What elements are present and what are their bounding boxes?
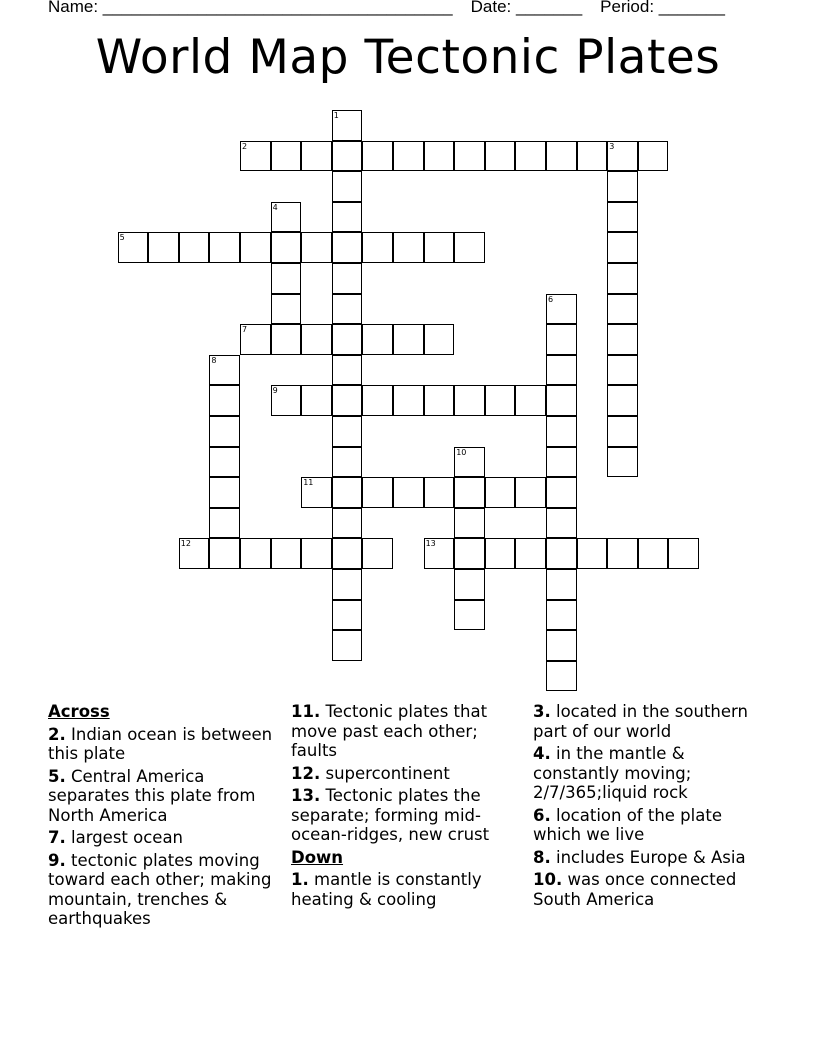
grid-cell[interactable] xyxy=(332,600,363,631)
grid-cell[interactable] xyxy=(454,141,485,172)
grid-cell[interactable] xyxy=(332,141,363,172)
clue-text: includes Europe & Asia xyxy=(556,847,746,867)
grid-cell[interactable] xyxy=(209,447,240,478)
grid-cell[interactable] xyxy=(332,263,363,294)
grid-cell[interactable] xyxy=(332,171,363,202)
grid-cell[interactable] xyxy=(454,385,485,416)
grid-cell[interactable] xyxy=(209,232,240,263)
clue-text: in the mantle & constantly moving; 2/7/365;liquid rock xyxy=(533,744,692,802)
clue-down-6 xyxy=(533,806,773,845)
grid-cell[interactable] xyxy=(607,355,638,386)
grid-cell[interactable] xyxy=(393,232,424,263)
grid-cell[interactable] xyxy=(424,232,455,263)
clue-number: 10. xyxy=(533,870,563,889)
grid-cell[interactable] xyxy=(515,385,546,416)
grid-cell[interactable] xyxy=(362,385,393,416)
grid-cell[interactable] xyxy=(546,141,577,172)
clue-down-1 xyxy=(291,870,519,909)
grid-cell[interactable] xyxy=(454,477,485,508)
grid-cell[interactable] xyxy=(332,569,363,600)
student-info-line xyxy=(48,0,743,17)
grid-cell[interactable] xyxy=(485,141,516,172)
cell-number: 7 xyxy=(242,325,248,335)
clue-number: 7. xyxy=(48,828,66,847)
grid-cell[interactable] xyxy=(577,538,608,569)
clues-column-3 xyxy=(533,702,773,912)
grid-cell[interactable] xyxy=(485,538,516,569)
grid-cell[interactable] xyxy=(454,538,485,569)
cell-number: 6 xyxy=(548,294,554,304)
grid-cell[interactable] xyxy=(607,202,638,233)
grid-cell[interactable] xyxy=(271,263,302,294)
grid-cell[interactable] xyxy=(424,538,455,569)
grid-cell[interactable] xyxy=(362,477,393,508)
grid-cell[interactable] xyxy=(393,385,424,416)
grid-cell[interactable] xyxy=(332,110,363,141)
cell-number: 5 xyxy=(119,233,125,243)
grid-cell[interactable] xyxy=(332,630,363,661)
grid-cell[interactable] xyxy=(546,508,577,539)
grid-cell[interactable] xyxy=(424,324,455,355)
clue-number: 12. xyxy=(291,763,321,783)
grid-cell[interactable] xyxy=(332,477,363,508)
cell-number: 2 xyxy=(242,141,248,151)
clue-across-11 xyxy=(291,702,519,761)
clue-number: 4. xyxy=(533,744,551,763)
across-heading: Across xyxy=(48,702,110,721)
grid-cell[interactable] xyxy=(577,141,608,172)
clue-number: 9. xyxy=(48,850,66,870)
grid-cell[interactable] xyxy=(271,324,302,355)
grid-cell[interactable] xyxy=(546,569,577,600)
grid-cell[interactable] xyxy=(424,141,455,172)
grid-cell[interactable] xyxy=(332,385,363,416)
grid-cell[interactable] xyxy=(607,141,638,172)
grid-cell[interactable] xyxy=(209,416,240,447)
grid-cell[interactable] xyxy=(454,600,485,631)
grid-cell[interactable] xyxy=(332,416,363,447)
clue-down-8 xyxy=(533,848,773,868)
grid-cell[interactable] xyxy=(607,263,638,294)
grid-cell[interactable] xyxy=(638,538,669,569)
grid-cell[interactable] xyxy=(362,141,393,172)
page-title: World Map Tectonic Plates xyxy=(95,30,721,85)
grid-cell[interactable] xyxy=(301,232,332,263)
grid-cell[interactable] xyxy=(332,538,363,569)
grid-cell[interactable] xyxy=(209,385,240,416)
clue-text: Tectonic plates the separate; forming mid-ocean-ridges, new crust xyxy=(291,786,490,844)
clue-text: mantle is constantly heating & cooling xyxy=(291,870,482,909)
grid-cell[interactable] xyxy=(179,538,210,569)
clue-across-2 xyxy=(48,725,280,764)
grid-cell[interactable] xyxy=(148,232,179,263)
grid-cell[interactable] xyxy=(332,294,363,325)
grid-cell[interactable] xyxy=(362,232,393,263)
grid-cell[interactable] xyxy=(118,232,149,263)
clue-text: Indian ocean is between this plate xyxy=(48,724,273,763)
date-field[interactable]: Date: _______ xyxy=(470,0,583,16)
grid-cell[interactable] xyxy=(546,294,577,325)
cell-number: 12 xyxy=(180,539,191,549)
grid-cell[interactable] xyxy=(301,385,332,416)
grid-cell[interactable] xyxy=(240,324,271,355)
grid-cell[interactable] xyxy=(393,324,424,355)
grid-cell[interactable] xyxy=(271,385,302,416)
grid-cell[interactable] xyxy=(515,477,546,508)
grid-cell[interactable] xyxy=(240,538,271,569)
grid-cell[interactable] xyxy=(668,538,699,569)
cell-number: 13 xyxy=(425,539,436,549)
grid-cell[interactable] xyxy=(301,477,332,508)
name-field[interactable]: Name: _____________________________________ xyxy=(48,0,453,16)
grid-cell[interactable] xyxy=(271,232,302,263)
grid-cell[interactable] xyxy=(546,324,577,355)
grid-cell[interactable] xyxy=(607,232,638,263)
grid-cell[interactable] xyxy=(546,355,577,386)
clue-text: supercontinent xyxy=(325,763,450,783)
clue-text: Tectonic plates that move past each other; faults xyxy=(291,702,488,760)
clue-number: 3. xyxy=(533,702,551,721)
grid-cell[interactable] xyxy=(638,141,669,172)
clue-text: largest ocean xyxy=(71,828,184,847)
cell-number: 9 xyxy=(272,386,278,396)
grid-cell[interactable] xyxy=(515,538,546,569)
grid-cell[interactable] xyxy=(454,447,485,478)
grid-cell[interactable] xyxy=(607,171,638,202)
clue-across-9 xyxy=(48,851,280,929)
grid-cell[interactable] xyxy=(607,416,638,447)
cell-number: 8 xyxy=(211,355,217,365)
grid-cell[interactable] xyxy=(546,477,577,508)
grid-cell[interactable] xyxy=(271,141,302,172)
grid-cell[interactable] xyxy=(546,416,577,447)
clue-number: 6. xyxy=(533,805,551,825)
grid-cell[interactable] xyxy=(240,232,271,263)
cell-number: 3 xyxy=(609,141,615,151)
grid-cell[interactable] xyxy=(332,232,363,263)
period-field[interactable]: Period: _______ xyxy=(600,0,725,16)
grid-cell[interactable] xyxy=(362,538,393,569)
grid-cell[interactable] xyxy=(209,538,240,569)
cell-number: 10 xyxy=(456,447,467,457)
grid-cell[interactable] xyxy=(546,447,577,478)
grid-cell[interactable] xyxy=(546,385,577,416)
clue-text: location of the plate which we live xyxy=(533,805,722,844)
grid-cell[interactable] xyxy=(271,538,302,569)
grid-cell[interactable] xyxy=(301,324,332,355)
clue-number: 1. xyxy=(291,870,309,889)
clue-down-10 xyxy=(533,870,773,909)
clue-across-12 xyxy=(291,764,519,784)
grid-cell[interactable] xyxy=(332,202,363,233)
grid-cell[interactable] xyxy=(393,477,424,508)
clue-across-13 xyxy=(291,786,519,845)
grid-cell[interactable] xyxy=(332,508,363,539)
grid-cell[interactable] xyxy=(332,447,363,478)
clue-number: 8. xyxy=(533,847,551,867)
down-heading: Down xyxy=(291,847,344,867)
grid-cell[interactable] xyxy=(424,477,455,508)
cell-number: 1 xyxy=(333,111,339,120)
grid-cell[interactable] xyxy=(179,232,210,263)
grid-cell[interactable] xyxy=(607,538,638,569)
grid-cell[interactable] xyxy=(362,324,393,355)
clue-number: 5. xyxy=(48,766,66,786)
grid-cell[interactable] xyxy=(546,630,577,661)
grid-cell[interactable] xyxy=(607,447,638,478)
clue-number: 11. xyxy=(291,702,321,721)
grid-cell[interactable] xyxy=(515,141,546,172)
grid-cell[interactable] xyxy=(485,385,516,416)
clue-down-4 xyxy=(533,744,773,803)
clue-across-5 xyxy=(48,767,280,826)
grid-cell[interactable] xyxy=(301,538,332,569)
grid-cell[interactable] xyxy=(393,141,424,172)
clue-text: was once connected South America xyxy=(533,870,737,909)
clue-down-3 xyxy=(533,702,773,741)
clue-number: 2. xyxy=(48,724,66,744)
grid-cell[interactable] xyxy=(454,232,485,263)
grid-cell[interactable] xyxy=(546,600,577,631)
grid-cell[interactable] xyxy=(454,508,485,539)
grid-cell[interactable] xyxy=(271,294,302,325)
grid-cell[interactable] xyxy=(546,538,577,569)
grid-cell[interactable] xyxy=(209,355,240,386)
clue-number: 13. xyxy=(291,786,321,805)
grid-cell[interactable] xyxy=(485,477,516,508)
grid-cell[interactable] xyxy=(332,324,363,355)
cell-number: 4 xyxy=(272,202,278,212)
cell-number: 11 xyxy=(303,478,314,488)
grid-cell[interactable] xyxy=(607,294,638,325)
clue-across-7 xyxy=(48,828,280,848)
grid-cell[interactable] xyxy=(240,141,271,172)
grid-cell[interactable] xyxy=(607,385,638,416)
grid-cell[interactable] xyxy=(271,202,302,233)
grid-cell[interactable] xyxy=(454,569,485,600)
grid-cell[interactable] xyxy=(332,355,363,386)
clue-text: Central America separates this plate from North America xyxy=(48,766,256,825)
grid-cell[interactable] xyxy=(607,324,638,355)
grid-cell[interactable] xyxy=(424,385,455,416)
clue-text: tectonic plates moving toward each other; making mountain, trenches & earthquakes xyxy=(48,850,272,928)
grid-cell[interactable] xyxy=(209,477,240,508)
clue-text: located in the southern part of our world xyxy=(533,702,748,741)
grid-cell[interactable] xyxy=(546,661,577,692)
grid-cell[interactable] xyxy=(209,508,240,539)
clues-column-2 xyxy=(291,702,519,912)
grid-cell[interactable] xyxy=(301,141,332,172)
clues-column-1 xyxy=(48,702,280,932)
